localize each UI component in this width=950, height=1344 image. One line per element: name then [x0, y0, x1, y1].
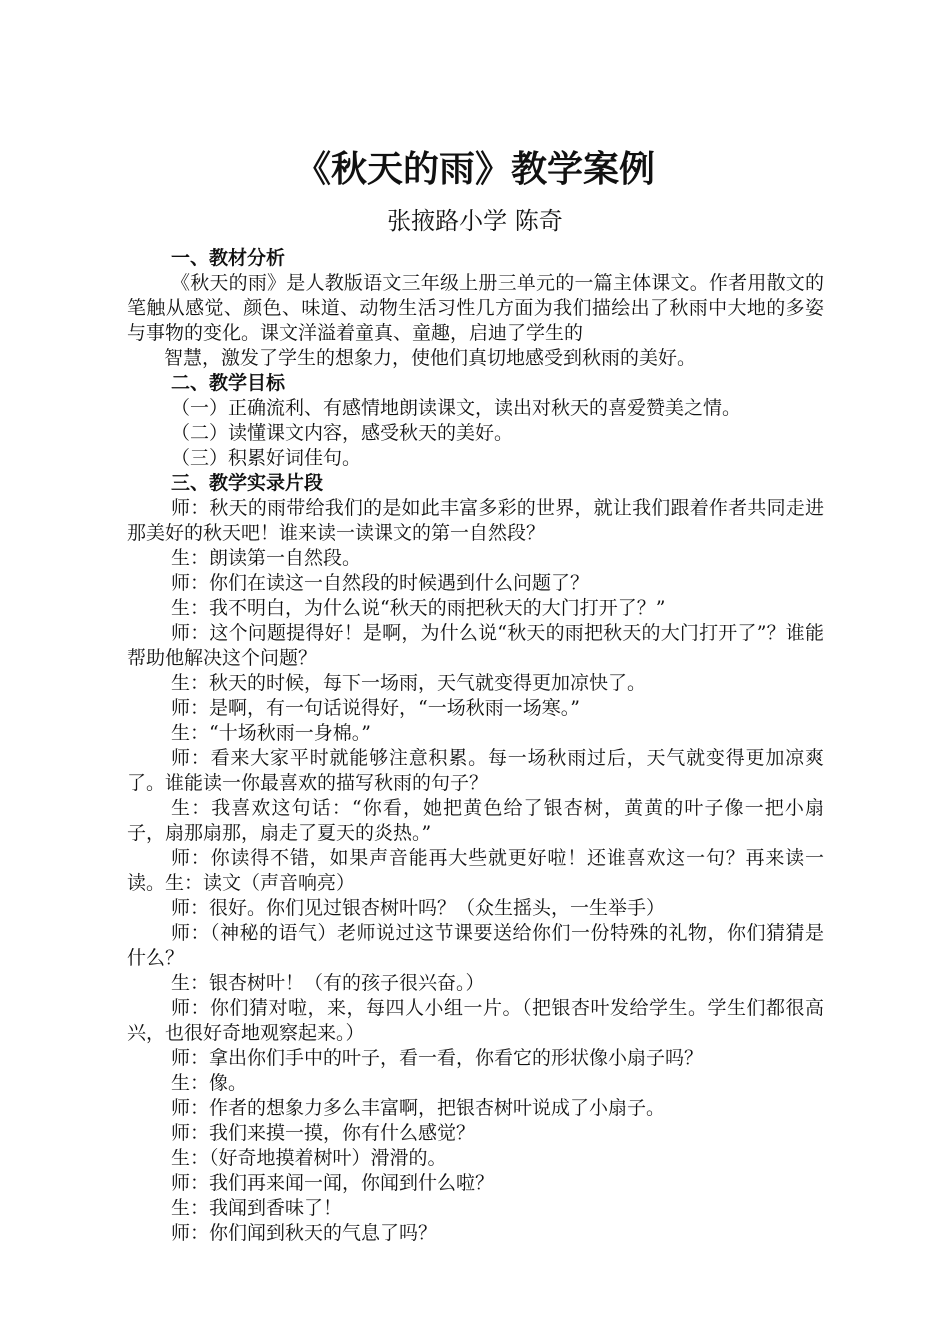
- goal-item: （二）读懂课文内容，感受秋天的美好。: [171, 422, 514, 444]
- section-heading-transcript: 三、教学实录片段: [171, 472, 324, 494]
- document-body: [127, 246, 824, 1246]
- dialogue-line: 生：我喜欢这句话：“你看，她把黄色给了银杏树，黄黄的叶子像一把小扇子，扇那扇那，扇走了夏天的炎热。”: [127, 797, 824, 844]
- dialogue-line: 生：我闻到香味了！: [171, 1197, 343, 1219]
- document-title: 《秋天的雨》教学案例: [294, 149, 655, 190]
- dialogue-line: 生：朗读第一自然段。: [171, 547, 362, 569]
- dialogue-line: 师：你们在读这一自然段的时候遇到什么问题了？: [171, 572, 590, 594]
- author-line: 张掖路小学 陈奇: [387, 207, 563, 235]
- dialogue-line: 师：是啊，有一句话说得好，“一场秋雨一场寒。”: [171, 697, 580, 719]
- dialogue-line: 生：“十场秋雨一身棉。”: [171, 722, 371, 744]
- dialogue-line: 生：（好奇地摸着树叶）滑滑的。: [171, 1147, 447, 1169]
- section-heading-goals: 二、教学目标: [171, 372, 286, 394]
- dialogue-line: 师：秋天的雨带给我们的是如此丰富多彩的世界，就让我们跟着作者共同走进那美好的秋天吧！谁来读一读课文的第一自然段？: [127, 497, 824, 544]
- dialogue-line: 生：秋天的时候，每下一场雨，天气就变得更加凉快了。: [171, 672, 647, 694]
- analysis-paragraph: 《秋天的雨》是人教版语文三年级上册三单元的一篇主体课文。作者用散文的笔触从感觉、颜色、味道、动物生活习性几方面为我们描绘出了秋雨中大地的多姿与事物的变化。课文洋溢着童真、童趣，启迪了学生的: [127, 272, 824, 344]
- dialogue-line: 师：你们猜对啦，来，每四人小组一片。（把银杏叶发给学生。学生们都很高兴，也很好奇地观察起来。）: [127, 997, 824, 1044]
- dialogue-line: 生：像。: [171, 1072, 248, 1094]
- dialogue-line: 师：你读得不错，如果声音能再大些就更好啦！还谁喜欢这一句？再来读一读。生：读文（声音响亮）: [127, 847, 824, 894]
- dialogue-line: 师：拿出你们手中的叶子，看一看，你看它的形状像小扇子吗？: [171, 1047, 704, 1069]
- goal-item: （一）正确流利、有感情地朗读课文，读出对秋天的喜爱赞美之情。: [171, 397, 742, 419]
- dialogue-line: 师：你们闻到秋天的气息了吗？: [171, 1222, 438, 1244]
- analysis-paragraph-tail: 智慧，激发了学生的想象力，使他们真切地感受到秋雨的美好。: [164, 347, 697, 369]
- dialogue-line: 生：我不明白，为什么说“秋天的雨把秋天的大门打开了？”: [171, 597, 666, 619]
- goal-item: （三）积累好词佳句。: [171, 447, 362, 469]
- dialogue-line: 师：很好。你们见过银杏树叶吗？（众生摇头，一生举手）: [171, 897, 666, 919]
- dialogue-line: 师：（神秘的语气）老师说过这节课要送给你们一份特殊的礼物，你们猜猜是什么？: [127, 922, 824, 969]
- dialogue-line: 师：这个问题提得好！是啊，为什么说“秋天的雨把秋天的大门打开了”？谁能帮助他解决这个问题？: [127, 622, 824, 669]
- dialogue-line: 师：看来大家平时就能够注意积累。每一场秋雨过后，天气就变得更加凉爽了。谁能读一你最喜欢的描写秋雨的句子？: [127, 747, 824, 794]
- dialogue-line: 师：作者的想象力多么丰富啊，把银杏树叶说成了小扇子。: [171, 1097, 666, 1119]
- dialogue-line: 师：我们再来闻一闻，你闻到什么啦？: [171, 1172, 495, 1194]
- dialogue-line: 生：银杏树叶！（有的孩子很兴奋。）: [171, 972, 485, 994]
- section-heading-analysis: 一、教材分析: [171, 247, 286, 269]
- dialogue-line: 师：我们来摸一摸，你有什么感觉？: [171, 1122, 476, 1144]
